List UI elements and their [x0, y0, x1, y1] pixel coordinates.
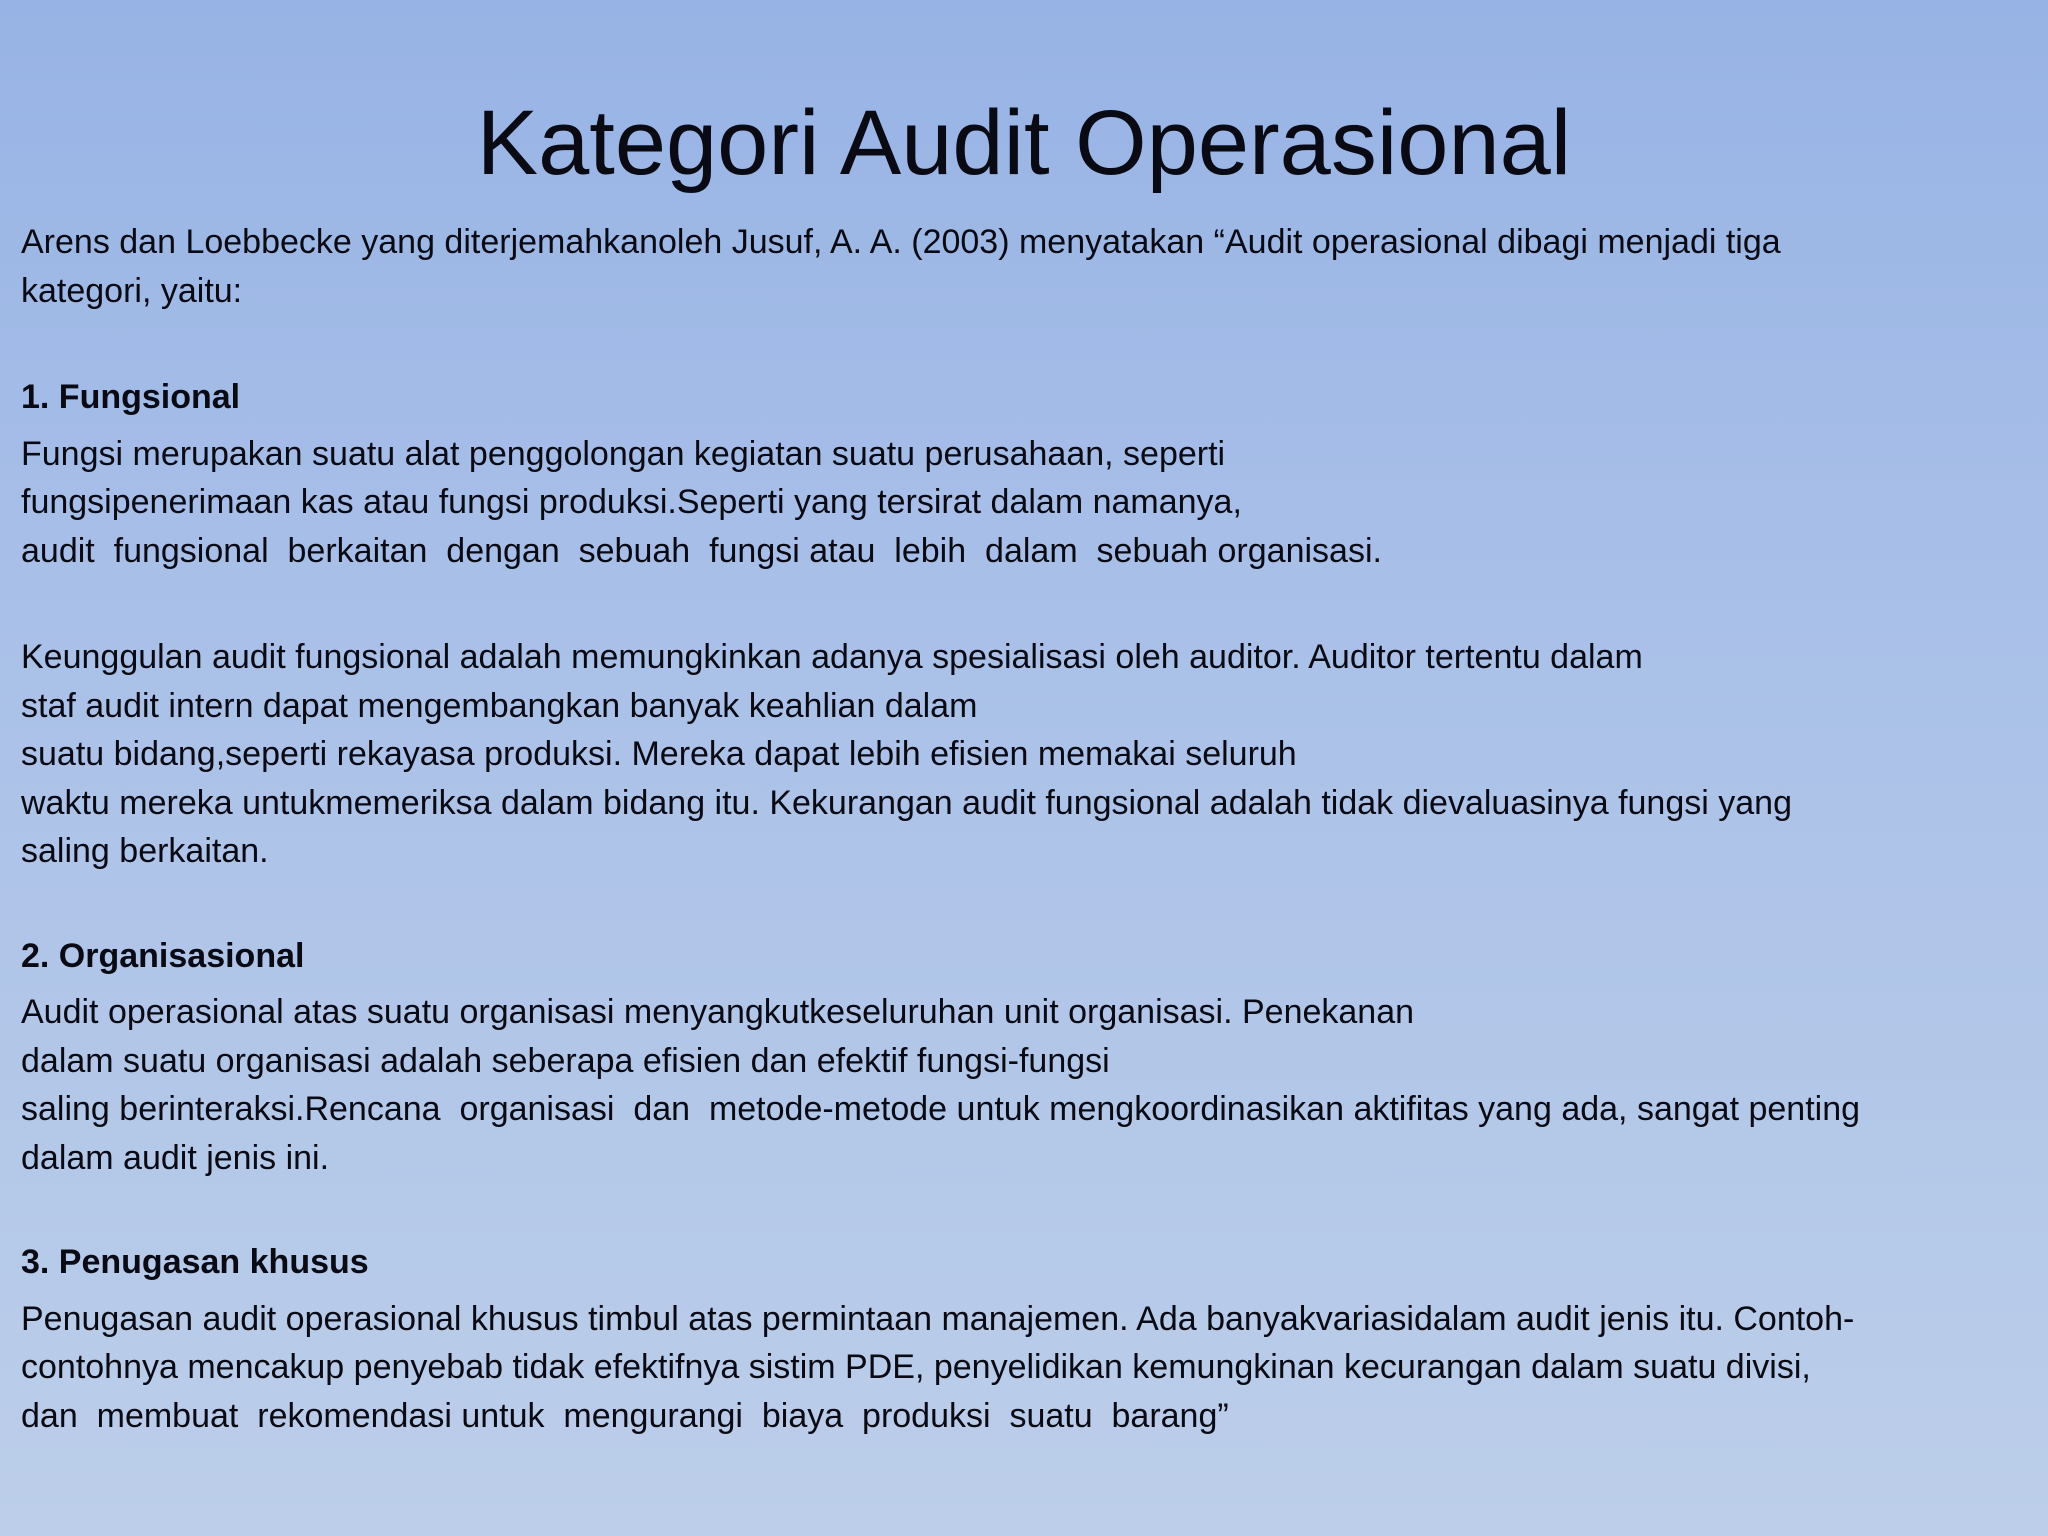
text-line: Arens dan Loebbecke yang diterjemahkanoleh Jusuf, A. A. (2003) menyatakan “Audit operasional dibagi menjadi tiga: [21, 223, 1781, 261]
text-line: saling berkaitan.: [21, 832, 269, 870]
section-paragraph: [21, 430, 2031, 576]
slide-title: Kategori Audit Operasional: [476, 92, 1572, 194]
text-line: saling berinteraksi.Rencana organisasi dan metode-metode untuk mengkoordinasikan aktifitas yang ada, sangat penting: [21, 1090, 1861, 1128]
text-line: audit fungsional berkaitan dengan sebuah fungsi atau lebih dalam sebuah organisasi.: [21, 531, 1382, 570]
spacer: [21, 422, 2031, 430]
section-heading: 3. Penugasan khusus: [21, 1243, 369, 1281]
slide-body: [21, 218, 2031, 1440]
section-paragraph: [21, 1295, 2031, 1441]
text-line: dalam suatu organisasi adalah seberapa efisien dan efektif fungsi-fungsi: [21, 1041, 1110, 1080]
spacer: [21, 575, 2031, 633]
text-line: fungsipenerimaan kas atau fungsi produksi.Seperti yang tersirat dalam namanya,: [21, 483, 1242, 521]
spacer: [21, 1287, 2031, 1295]
text-line: dalam audit jenis ini.: [21, 1138, 330, 1177]
spacer: [21, 980, 2031, 988]
text-line: Keunggulan audit fungsional adalah memungkinkan adanya spesialisasi oleh auditor. Auditor tertentu dalam: [21, 638, 1643, 676]
intro-paragraph: [21, 218, 2031, 315]
section-heading: 2. Organisasional: [21, 936, 305, 975]
text-line: Fungsi merupakan suatu alat penggolongan kegiatan suatu perusahaan, seperti: [21, 434, 1226, 473]
spacer: [21, 315, 2031, 373]
section-paragraph: [21, 988, 2031, 1182]
section-fungsional: [21, 373, 2031, 876]
text-line: contohnya mencakup penyebab tidak efektifnya sistim PDE, penyelidikan kemungkinan kecurangan dalam suatu divisi,: [21, 1348, 1811, 1386]
section-heading: 1. Fungsional: [21, 378, 241, 416]
text-line: kategori, yaitu:: [21, 271, 243, 310]
spacer: [21, 876, 2031, 932]
text-line: Penugasan audit operasional khusus timbul atas permintaan manajemen. Ada banyakvariasidalam audit jenis itu. Contoh-: [21, 1299, 1855, 1338]
section-paragraph: [21, 633, 2031, 876]
spacer: [21, 1182, 2031, 1238]
text-line: waktu mereka untukmemeriksa dalam bidang itu. Kekurangan audit fungsional adalah tidak dievaluasinya fungsi yang: [21, 783, 1792, 822]
section-penugasan-khusus: [21, 1238, 2031, 1440]
section-organisasional: [21, 932, 2031, 1183]
text-line: Audit operasional atas suatu organisasi menyangkutkeseluruhan unit organisasi. Penekanan: [21, 993, 1415, 1031]
text-line: suatu bidang,seperti rekayasa produksi. Mereka dapat lebih efisien memakai seluruh: [21, 735, 1297, 773]
text-line: dan membuat rekomendasi untuk mengurangi biaya produksi suatu barang”: [21, 1396, 1229, 1435]
text-line: staf audit intern dapat mengembangkan banyak keahlian dalam: [21, 686, 978, 725]
